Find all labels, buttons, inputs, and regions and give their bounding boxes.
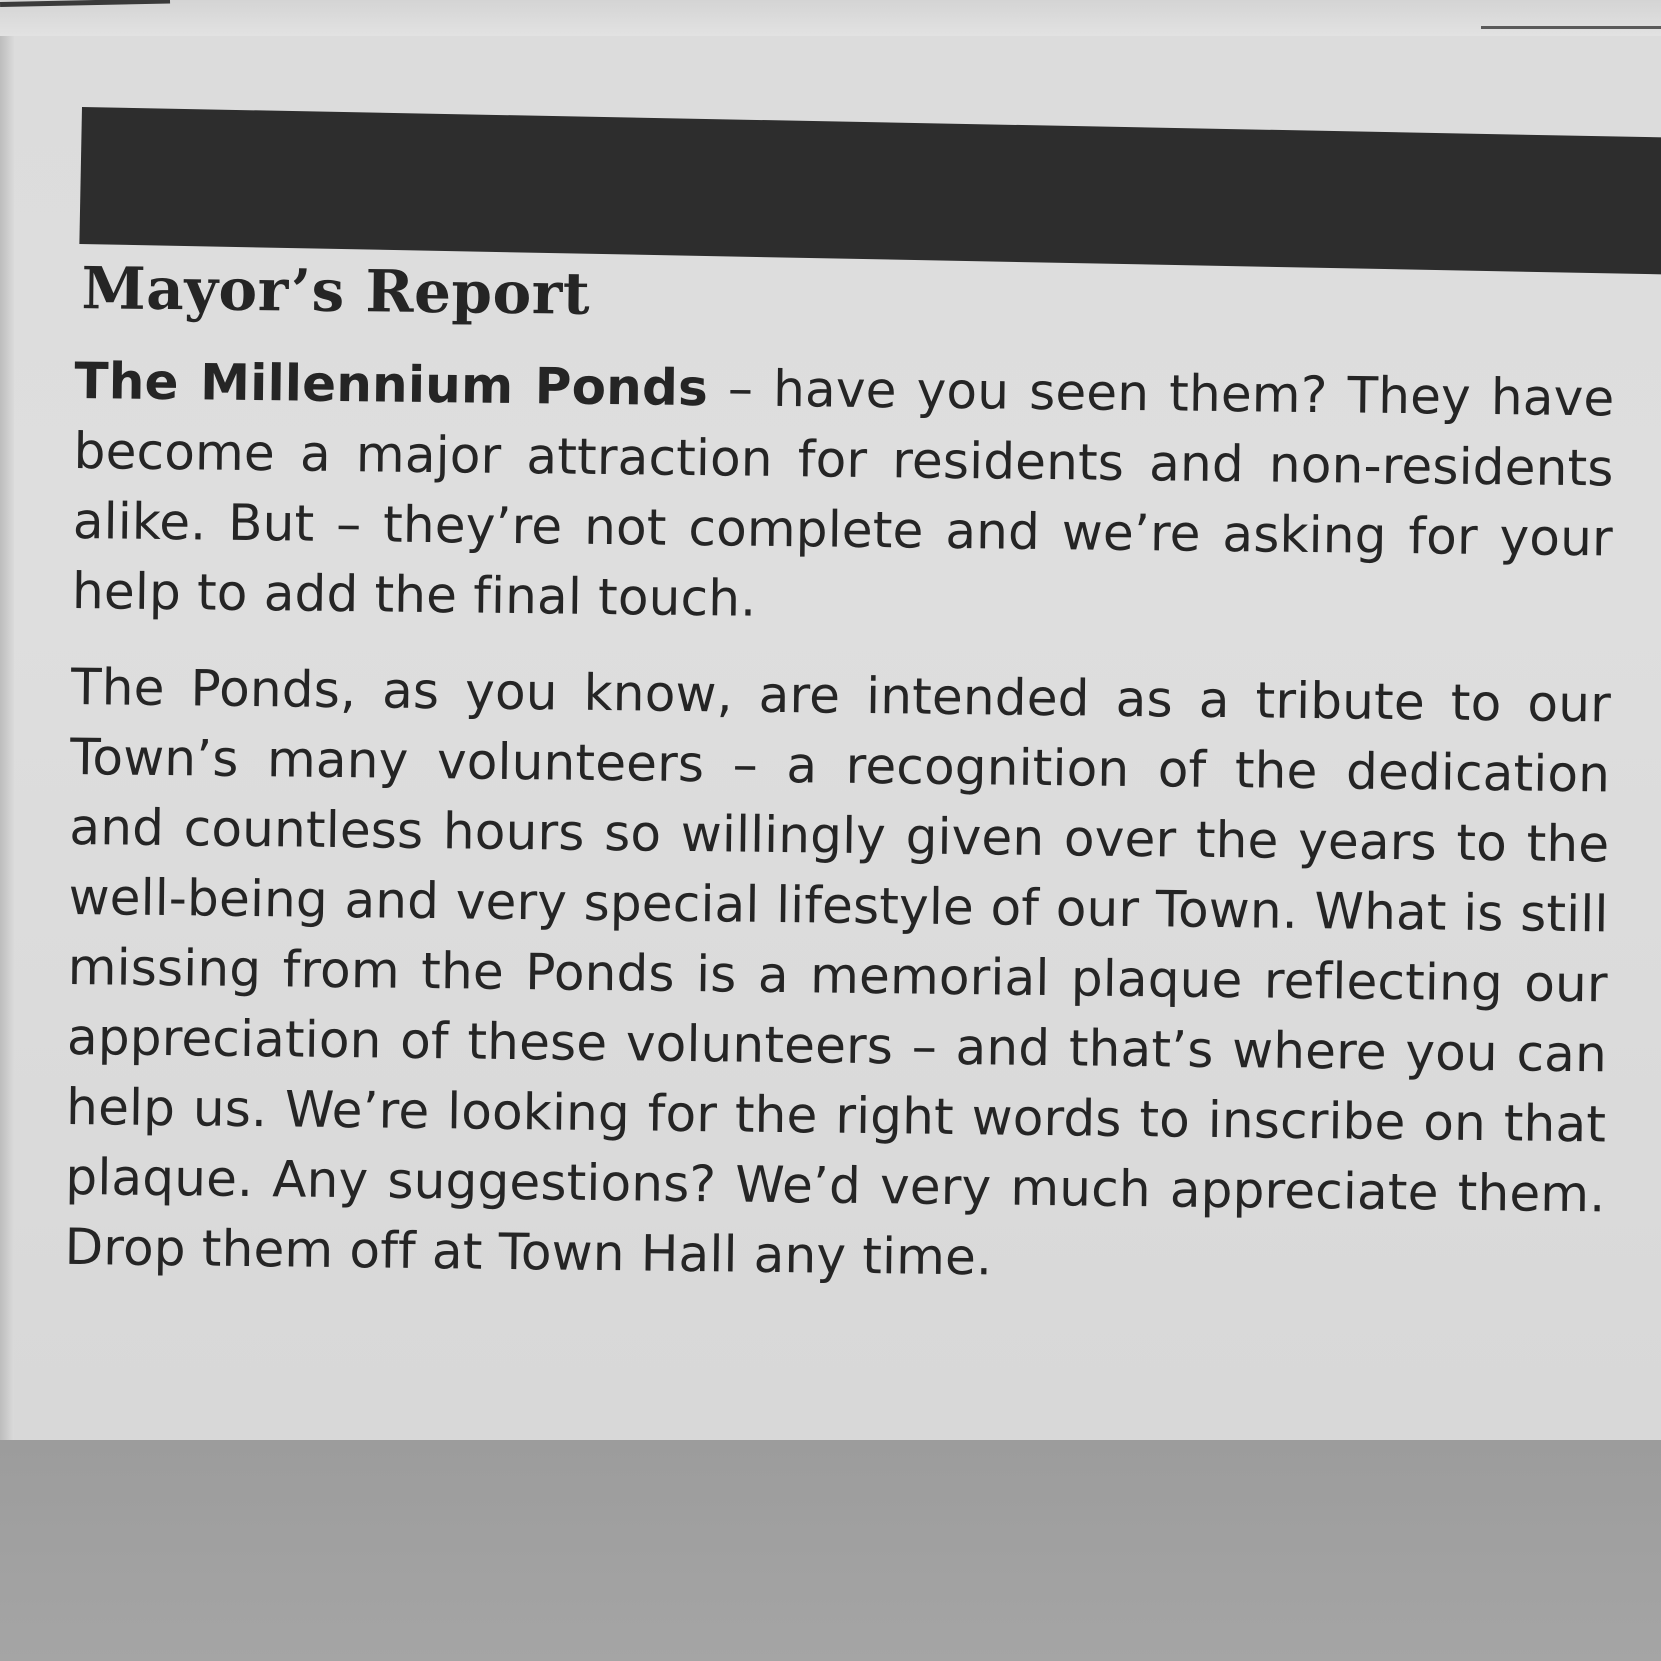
section-header-bar [79, 107, 1661, 275]
paragraph-lead: The Millennium Ponds [74, 351, 709, 418]
article [64, 248, 1636, 1300]
page-top-edge [0, 0, 1661, 36]
paragraph-1-body: – have you seen them? They have become a major attraction for residents and non-residents alike. But – they’re not complete and we’re asking for your help to add the final touch. [71, 359, 1615, 628]
page-binding-edge [0, 0, 14, 1440]
background-shadow [0, 1440, 1661, 1661]
article-title: Mayor’s Report [81, 254, 591, 328]
article-paragraph-1 [72, 346, 1615, 643]
top-rule-right [1481, 26, 1661, 29]
article-paragraph-2: The Ponds, as you know, are intended as a tribute to our Town’s many volunteers – a recognition of the dedication and countless hours so willingly given over the years to the well-being and very special lifestyle of our Town. What is still missing from the Ponds is a memorial plaque reflecting our appreciation of these volunteers – and that’s where you can help us. We’re looking for the right words to inscribe on that plaque. Any suggestions? We’d very much appreciate them. Drop them off at Town Hall any time. [64, 657, 1612, 1287]
